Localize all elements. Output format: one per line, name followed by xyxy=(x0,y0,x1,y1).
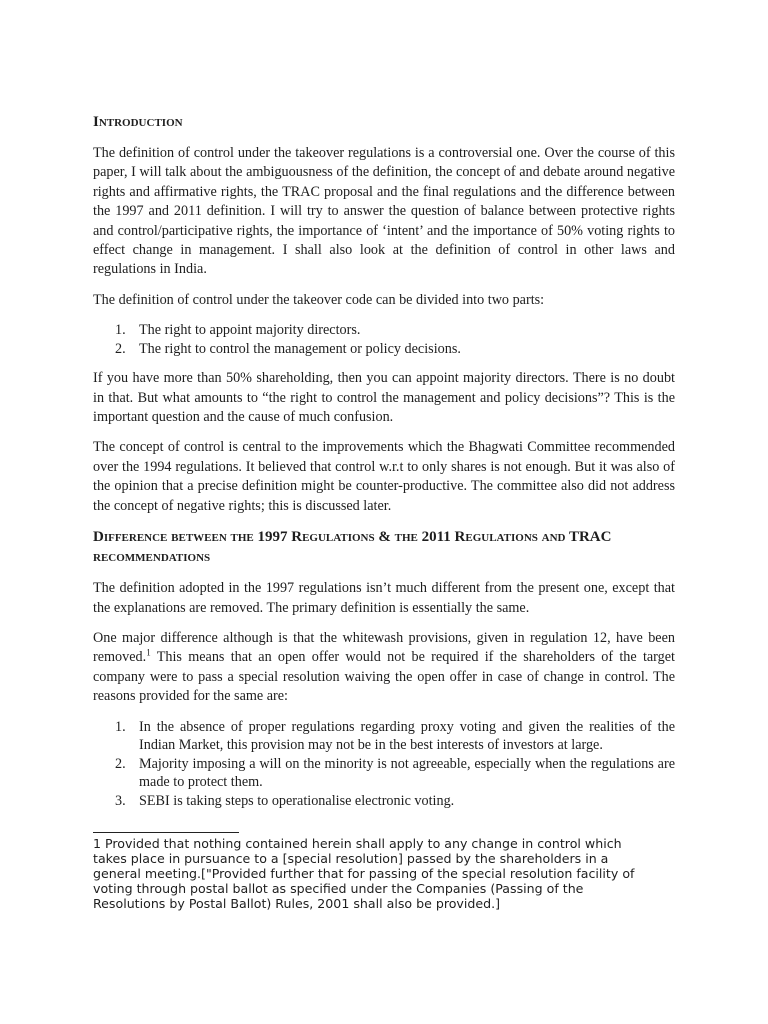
difference-paragraph-1: The definition adopted in the 1997 regulations isn’t much different from the present one, except that the explanations are removed. The primary definition is essentially the same. xyxy=(93,580,675,616)
intro-paragraph-2: The definition of control under the takeover code can be divided into two parts: xyxy=(93,291,545,308)
intro-paragraph-4: The concept of control is central to the improvements which the Bhagwati Committee recommended over the 1994 regulations. It believed that control w.r.t to only shares is not enough. But it was also of the opinion that a precise definition might be counter-productive. The committee also did not address the concept of negative rights; this is discussed later. xyxy=(93,439,675,514)
intro-paragraph-3: If you have more than 50% shareholding, then you can appoint majority directors. There is no doubt in that. But what amounts to “the right to control the management and policy decisions”? This is the important question and the cause of much confusion. xyxy=(93,370,675,426)
list-item-text: SEBI is taking steps to operationalise electronic voting. xyxy=(139,792,455,809)
difference-paragraph-2 xyxy=(93,629,675,707)
list-item-text: In the absence of proper regulations regarding proxy voting and given the realities of the Indian Market, this provision may not be in the best interests of investors at large. xyxy=(139,718,675,754)
control-parts-list xyxy=(93,321,675,358)
section-heading-introduction: Introduction xyxy=(93,114,183,130)
section-heading-difference: Difference between the 1997 Regulations & the 2011 Regulations and TRAC recommendations xyxy=(93,529,612,566)
list-item-text: Majority imposing a will on the minority is not agreeable, especially when the regulations are made to protect them. xyxy=(139,755,675,791)
footnote-separator xyxy=(93,832,239,833)
list-item-number: 1. xyxy=(115,322,126,339)
list-item xyxy=(93,718,675,755)
list-item-number: 3. xyxy=(115,792,126,809)
paragraph-text-start: One major difference although is that the whitewash provisions, given in regulation 12, have been removed. xyxy=(93,629,675,666)
list-item-text: The right to appoint majority directors. xyxy=(139,322,361,339)
list-item xyxy=(93,321,675,340)
paragraph-text-end: This means that an open offer would not be required if the shareholders of the target company were to pass a special resolution waiving the open offer in case of change in control. The reasons provided for the same are: xyxy=(93,649,675,705)
intro-paragraph-1: The definition of control under the takeover regulations is a controversial one. Over the course of this paper, I will talk about the ambiguousness of the definition, the concept of and debate around negative rights and affirmative rights, the TRAC proposal and the final regulations and the difference between the 1997 and 2011 definition. I will try to answer the question of balance between protective rights and control/participative rights, the importance of ‘intent’ and the importance of 50% voting rights to effect change in management. I shall also look at the definition of control in other laws and regulations in India. xyxy=(93,145,675,278)
document-body xyxy=(93,112,675,821)
list-item-number: 2. xyxy=(115,340,126,357)
footnote-reference[interactable]: 1 xyxy=(146,647,151,658)
list-item-number: 1. xyxy=(115,718,126,735)
reasons-list xyxy=(93,718,675,811)
list-item xyxy=(93,340,675,359)
list-item-text: The right to control the management or policy decisions. xyxy=(139,340,461,357)
list-item-number: 2. xyxy=(115,755,126,772)
list-item xyxy=(93,755,675,792)
list-item xyxy=(93,792,675,811)
footnote-1: 1 Provided that nothing contained herein shall apply to any change in control which takes place in pursuance to a [special resolution] passed by the shareholders in a general meeting.["Provided further that for passing of the special resolution facility of voting through postal ballot as specified under the Companies (Passing of the Resolutions by Postal Ballot) Rules, 2001 shall also be provided.] xyxy=(93,836,635,912)
